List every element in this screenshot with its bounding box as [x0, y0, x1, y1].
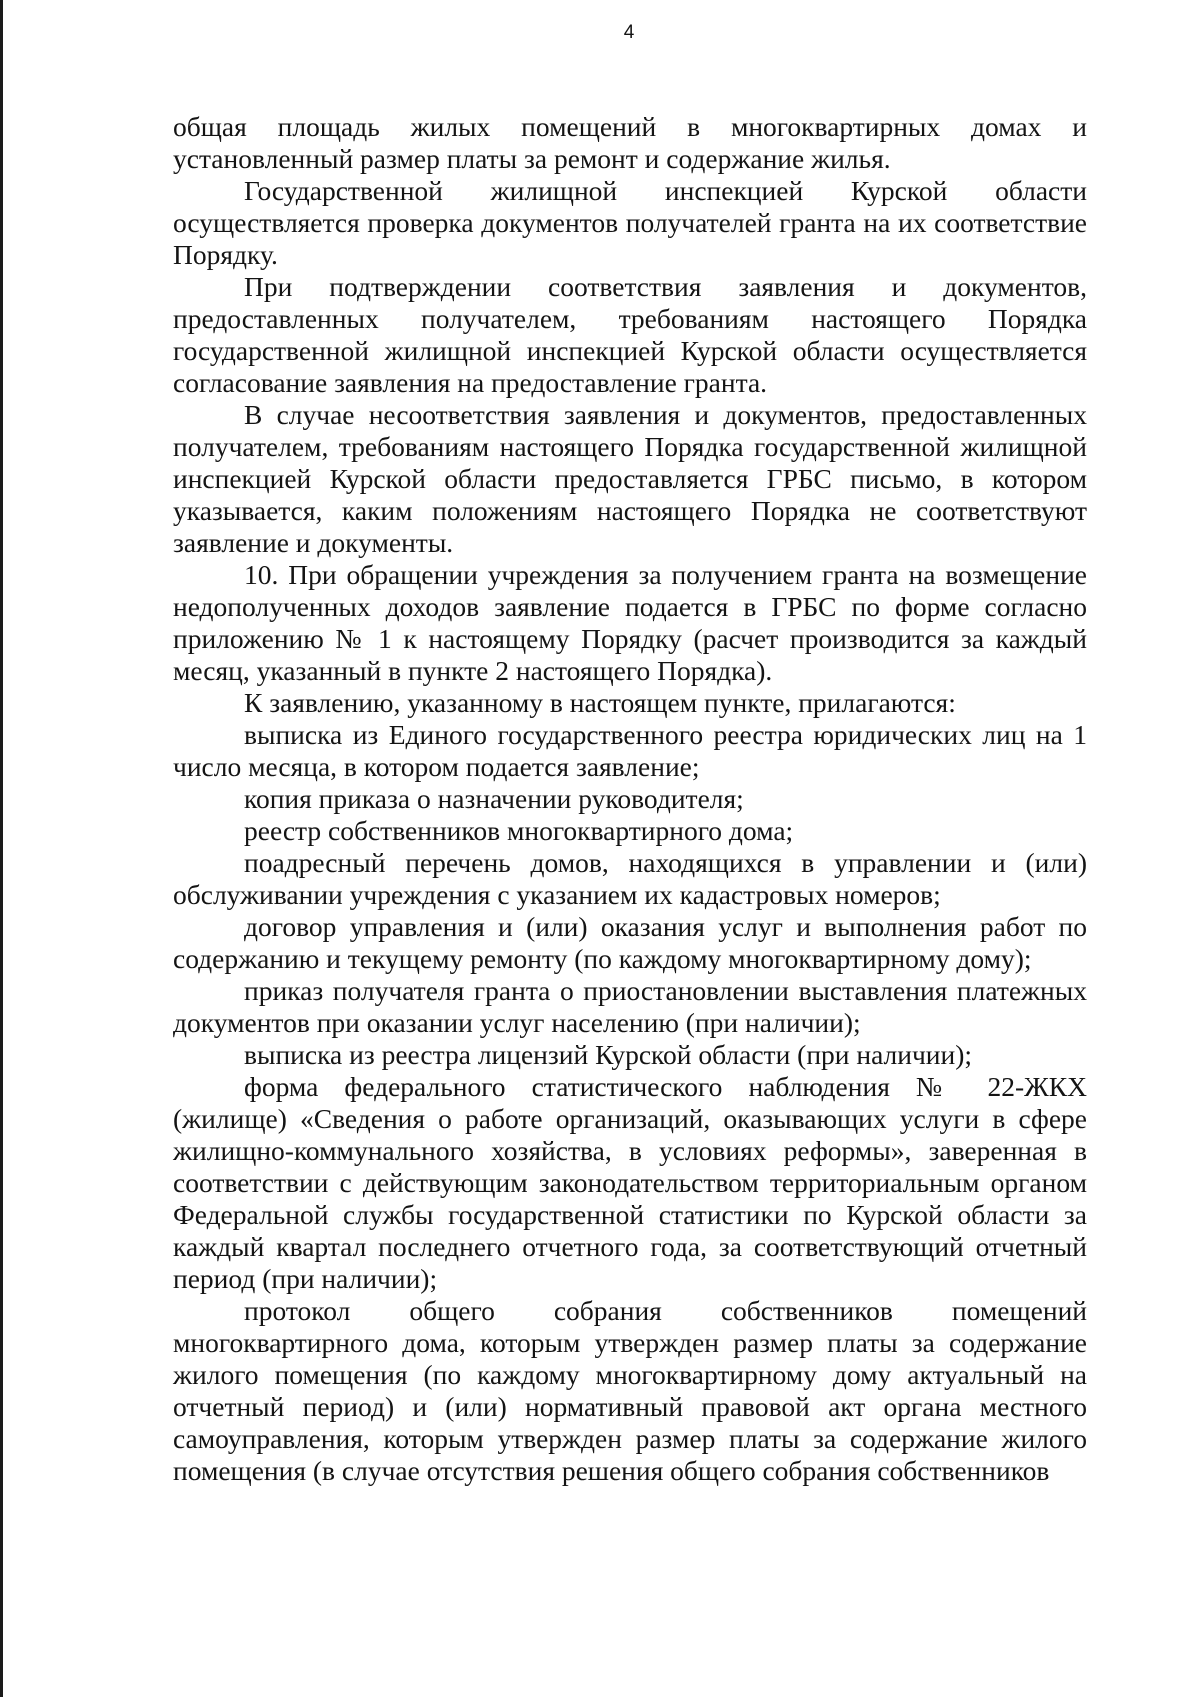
paragraph-6: К заявлению, указанному в настоящем пункте, прилагаются: [244, 687, 956, 718]
list-item-egrul: выписка из Единого государственного реестра юридических лиц на 1 число месяца, в котором подается заявление; [173, 719, 1087, 782]
scan-edge-line [0, 0, 3, 1697]
list-item-suspension-order: приказ получателя гранта о приостановлении выставления платежных документов при оказании услуг населению (при наличии); [173, 975, 1087, 1038]
paragraph-3: При подтверждении соответствия заявления и документов, предоставленных получателем, требованиям настоящего Порядка государственной жилищной инспекцией Курской области осуществляется согласование заявления на предоставление гранта. [173, 271, 1087, 398]
paragraph-5: 10. При обращении учреждения за получением гранта на возмещение недополученных доходов заявление подается в ГРБС по форме согласно приложению № 1 к настоящему Порядку (расчет производится за каждый месяц, указанный в пункте 2 настоящего Порядка). [173, 559, 1087, 686]
list-item-owners-registry: реестр собственников многоквартирного дома; [244, 815, 794, 846]
list-item-management-contract: договор управления и (или) оказания услуг и выполнения работ по содержанию и текущему ремонту (по каждому многоквартирному дому); [173, 911, 1087, 974]
paragraph-2: Государственной жилищной инспекцией Курской области осуществляется проверка документов получателей гранта на их соответствие Порядку. [173, 175, 1087, 270]
list-item-license-extract: выписка из реестра лицензий Курской области (при наличии); [244, 1039, 973, 1070]
list-item-order-copy: копия приказа о назначении руководителя; [244, 783, 744, 814]
list-item-statistics-form: форма федерального статистического наблюдения № 22-ЖКХ (жилище) «Сведения о работе организаций, оказывающих услуги в сфере жилищно-коммунального хозяйства, в условиях реформы», заверенная в соответствии с действующим законодательством территориальным органом Федеральной службы государственной статистики по Курской области за каждый квартал последнего отчетного года, за соответствующий отчетный период (при наличии); [173, 1071, 1087, 1294]
page-number: 4 [623, 22, 635, 43]
list-item-meeting-protocol: протокол общего собрания собственников помещений многоквартирного дома, которым утвержден размер платы за содержание жилого помещения (по каждому многоквартирному дому актуальный на отчетный период) и (или) нормативный правовой акт органа местного самоуправления, которым утвержден размер платы за содержание жилого помещения (в случае отсутствия решения общего собрания собственников [173, 1295, 1087, 1486]
paragraph-4: В случае несоответствия заявления и документов, предоставленных получателем, требованиям настоящего Порядка государственной жилищной инспекцией Курской области предоставляется ГРБС письмо, в котором указывается, каким положениям настоящего Порядка не соответствуют заявление и документы. [173, 399, 1087, 558]
paragraph-1: общая площадь жилых помещений в многоквартирных домах и установленный размер платы за ремонт и содержание жилья. [173, 111, 1087, 174]
document-body [173, 111, 1087, 1487]
list-item-address-list: поадресный перечень домов, находящихся в управлении и (или) обслуживании учреждения с указанием их кадастровых номеров; [173, 847, 1087, 910]
